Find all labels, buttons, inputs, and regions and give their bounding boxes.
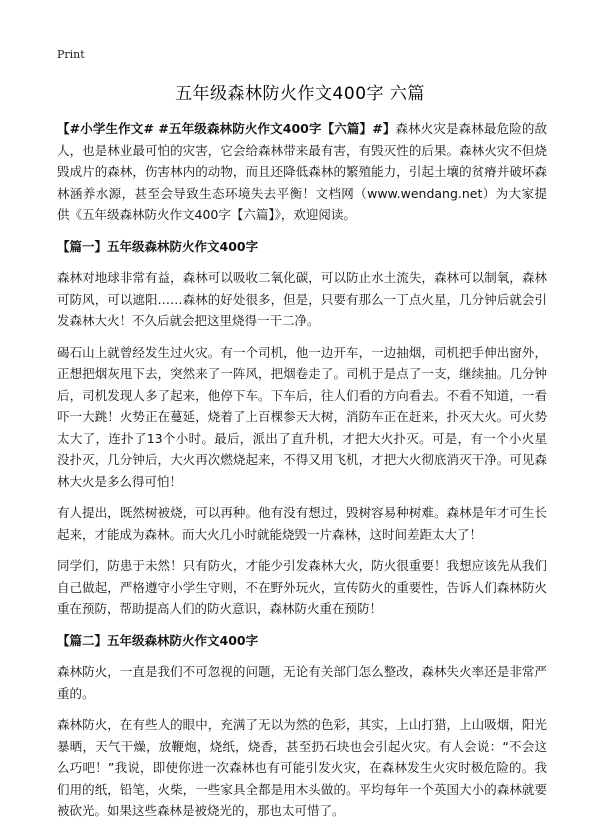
article-body (57, 118, 547, 832)
section-1-paragraph-4: 同学们，防患于未然！只有防火，才能少引发森林大火，防火很重要！我想应该先从我们自己做起，严格遵守小学生守则，不在野外玩火，宣传防火的重要性，告诉人们森林防火重在预防，帮助提高人们的防火意识，森林防火重在预防！ (57, 558, 547, 616)
page-title: 五年级森林防火作文400字 六篇 (175, 84, 425, 104)
intro-tag: 【#小学生作文# #五年级森林防火作文400字【六篇】#】 (57, 121, 396, 136)
section-2-heading: 【篇二】五年级森林防火作文400字 (57, 632, 259, 648)
section-2-paragraph-2: 森林防火，在有些人的眼中，充满了无以为然的色彩，其实，上山打猎，上山吸烟，阳光暴晒，天气干燥，放鞭炮，烧纸，烧香，甚至扔石块也会引起火灾。有人会说：“不会这么巧吧！”我说，即使你进一次森林也有可能引发火灾，在森林发生火灾时极危险的。我们用的纸，铅笔，火柴，一些家具全都是用木头做的。平均每年一个英国大小的森林就要被砍光。如果这些森林是被烧光的，那也太可惜了。 (57, 717, 547, 818)
print-label[interactable]: Print (57, 48, 85, 61)
section-1-paragraph-2: 碣石山上就曾经发生过火灾。有一个司机，他一边开车，一边抽烟，司机把手伸出窗外，正想把烟灰甩下去，突然来了一阵风，把烟卷走了。司机于是点了一支，继续抽。几分钟后，司机发现人多了起来，他停下车。下车后，往人们看的方向看去。不看不知道，一看吓一大跳！火势正在蔓延，烧着了上百棵参天大树，消防车正在赶来，扑灭大火。可火势太大了，连扑了13个小时。最后，派出了直升机，才把大火扑灭。可是，有一个小火星没扑灭，几分钟后，大火再次燃烧起来，不得又用飞机，才把大火彻底消灭干净。可见森林大火是多么得可怕！ (57, 344, 547, 489)
section-1-paragraph-3: 有人提出，既然树被烧，可以再种。他有没有想过，毁树容易种树难。森林是年才可生长起来，才能成为森林。而大火几小时就能烧毁一片森林，这时间差距太大了！ (57, 505, 547, 542)
section-2-paragraph-1: 森林防火，一直是我们不可忽视的问题，无论有关部门怎么整改，森林失火率还是非常严重的。 (57, 664, 547, 701)
section-1-heading: 【篇一】五年级森林防火作文400字 (57, 238, 259, 254)
intro-paragraph (57, 118, 547, 226)
intro-text: 森林火灾是森林最危险的敌人，也是林业最可怕的灾害，它会给森林带来最有害，有毁灭性的后果。森林火灾不但烧毁成片的森林，伤害林内的动物，而且还降低森林的繁殖能力，引起土壤的贫瘠并破坏森林涵养水源，甚至会导致生态环境失去平衡！文档网（www.wendang.net）为大家提供《五年级森林防火作文400字【六篇】》，欢迎阅读。 (57, 121, 547, 222)
section-1-paragraph-1: 森林对地球非常有益，森林可以吸收二氧化碳，可以防止水土流失，森林可以制氧，森林可防风，可以遮阳……森林的好处很多，但是，只要有那么一丁点火星，几分钟后就会引发森林大火！不久后就会把这里烧得一干二净。 (57, 270, 547, 328)
